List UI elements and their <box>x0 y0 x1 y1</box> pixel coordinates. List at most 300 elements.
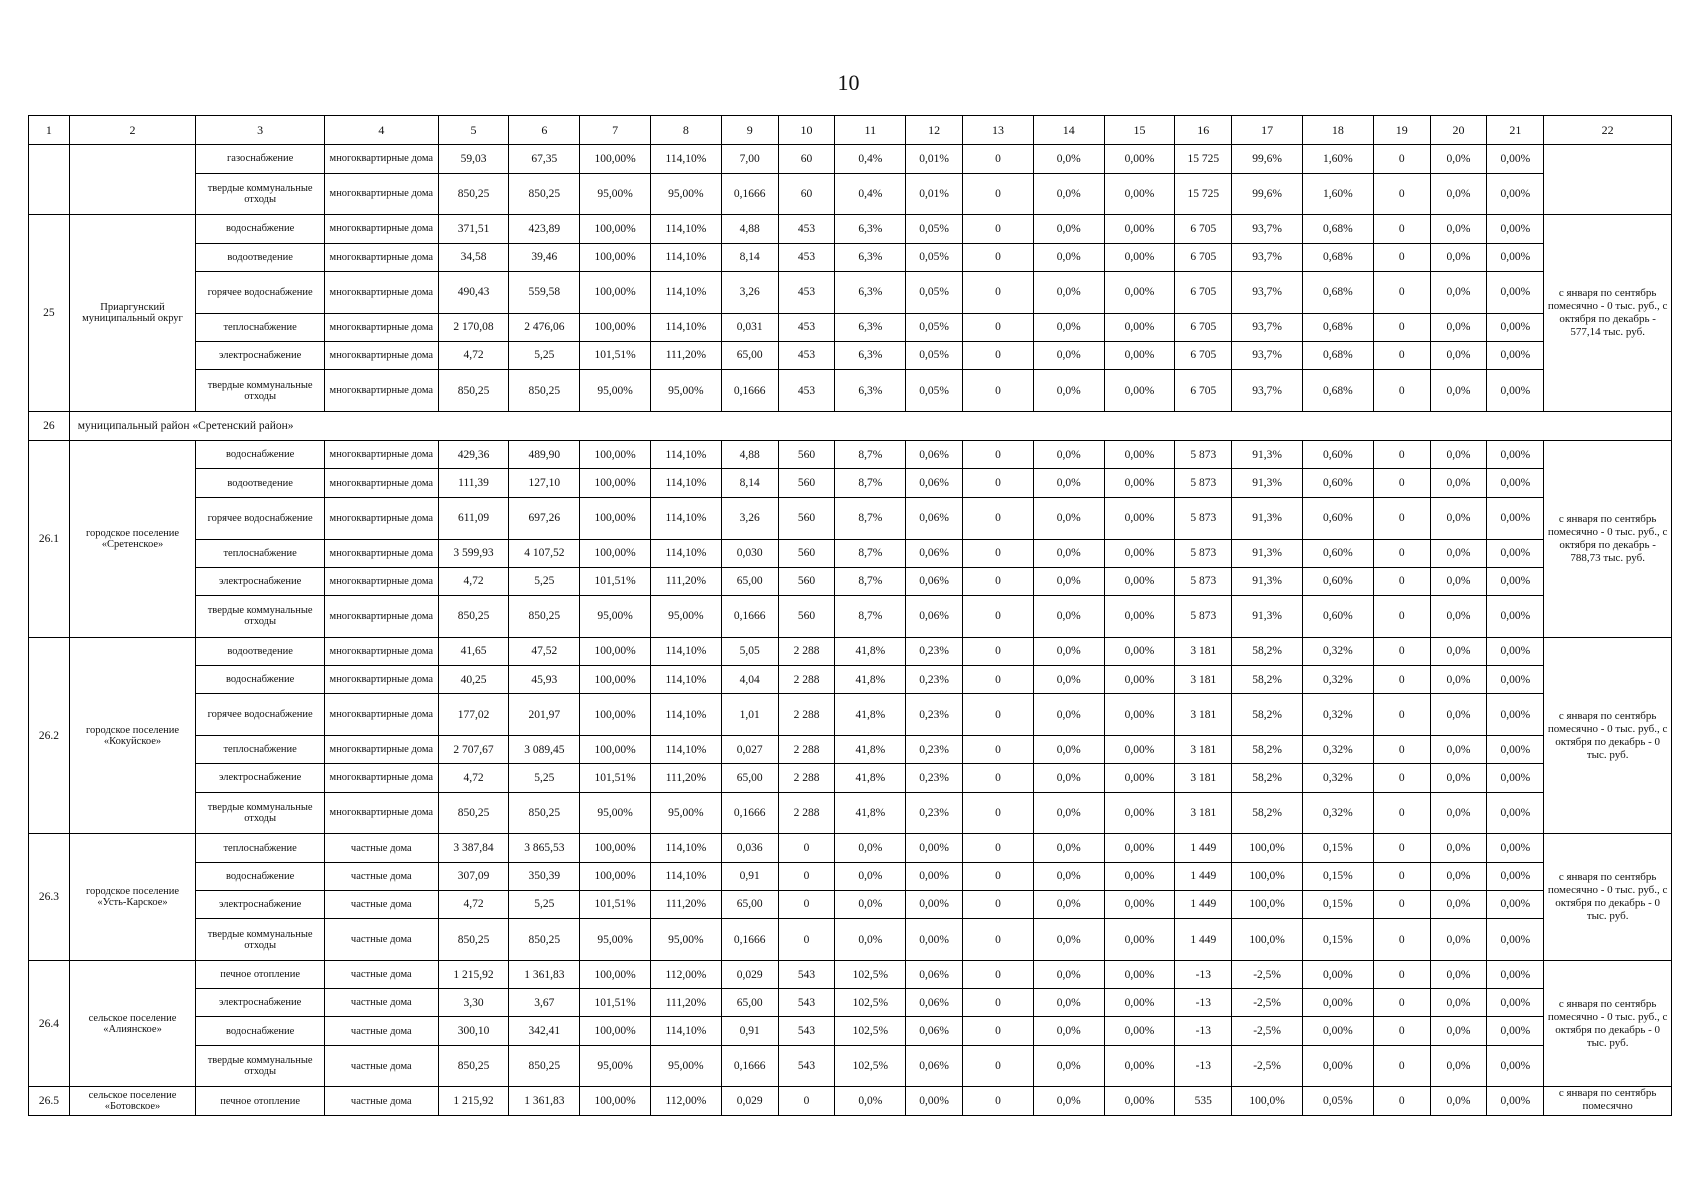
value-cell: 93,7% <box>1232 243 1303 271</box>
value-cell: 114,10% <box>651 215 722 243</box>
value-cell: 95,00% <box>580 919 651 961</box>
value-cell: 0 <box>1373 243 1430 271</box>
value-cell: 0,00% <box>1487 736 1544 764</box>
header-cell: 17 <box>1232 116 1303 145</box>
value-cell: 0,00% <box>906 834 963 862</box>
value-cell: 3 181 <box>1175 764 1232 792</box>
value-cell: 0,60% <box>1303 497 1374 539</box>
value-cell: 0,00% <box>1303 989 1374 1017</box>
housing-type-cell: многоквартирные дома <box>324 341 438 369</box>
value-cell: -2,5% <box>1232 989 1303 1017</box>
value-cell: 0,00% <box>906 890 963 918</box>
value-cell: 0 <box>963 370 1034 412</box>
value-cell: 5 873 <box>1175 539 1232 567</box>
housing-type-cell: многоквартирные дома <box>324 441 438 469</box>
value-cell: 0,0% <box>1430 1045 1487 1087</box>
value-cell: 102,5% <box>835 1045 906 1087</box>
value-cell: 95,00% <box>580 595 651 637</box>
value-cell: 0,91 <box>721 862 778 890</box>
value-cell: 0,0% <box>1033 370 1104 412</box>
value-cell: 114,10% <box>651 243 722 271</box>
value-cell: 0,1666 <box>721 792 778 834</box>
value-cell: 0 <box>1373 370 1430 412</box>
municipality-name: сельское поселение «Ботовское» <box>69 1087 196 1116</box>
value-cell: 6,3% <box>835 341 906 369</box>
row-number: 26.5 <box>29 1087 70 1116</box>
value-cell: 0,0% <box>1033 173 1104 215</box>
housing-type-cell: частные дома <box>324 834 438 862</box>
value-cell: 6,3% <box>835 271 906 313</box>
value-cell: 3 089,45 <box>509 736 580 764</box>
value-cell: 0,00% <box>1104 792 1175 834</box>
value-cell: 0,15% <box>1303 834 1374 862</box>
row-number: 26.3 <box>29 834 70 961</box>
value-cell: 100,00% <box>580 539 651 567</box>
value-cell: 0,00% <box>1303 960 1374 988</box>
header-cell: 2 <box>69 116 196 145</box>
value-cell: 4,04 <box>721 666 778 694</box>
value-cell: 6 705 <box>1175 341 1232 369</box>
value-cell: 114,10% <box>651 469 722 497</box>
value-cell: 5,25 <box>509 341 580 369</box>
value-cell: 0,00% <box>1487 145 1544 173</box>
value-cell: 0 <box>1373 313 1430 341</box>
value-cell: 3,26 <box>721 271 778 313</box>
header-cell: 20 <box>1430 116 1487 145</box>
table-row <box>29 341 1672 369</box>
value-cell: 91,3% <box>1232 539 1303 567</box>
row-number <box>29 145 70 215</box>
value-cell: 4,88 <box>721 441 778 469</box>
value-cell: 114,10% <box>651 666 722 694</box>
value-cell: 102,5% <box>835 960 906 988</box>
value-cell: 0 <box>963 890 1034 918</box>
value-cell: 6 705 <box>1175 243 1232 271</box>
value-cell: 0,00% <box>1104 1087 1175 1116</box>
value-cell: 2 288 <box>778 792 835 834</box>
value-cell: 100,0% <box>1232 919 1303 961</box>
value-cell: 0 <box>963 595 1034 637</box>
table-row <box>29 792 1672 834</box>
value-cell: 0,00% <box>1487 243 1544 271</box>
value-cell: 560 <box>778 469 835 497</box>
value-cell: 371,51 <box>438 215 509 243</box>
service-cell: газоснабжение <box>196 145 325 173</box>
value-cell: 100,00% <box>580 1017 651 1045</box>
value-cell: 0,15% <box>1303 919 1374 961</box>
value-cell: 0,01% <box>906 173 963 215</box>
value-cell: 1 215,92 <box>438 960 509 988</box>
value-cell: 100,0% <box>1232 862 1303 890</box>
value-cell: 0,0% <box>1430 834 1487 862</box>
header-cell: 9 <box>721 116 778 145</box>
housing-type-cell: многоквартирные дома <box>324 539 438 567</box>
value-cell: 0,00% <box>1487 173 1544 215</box>
value-cell: 0 <box>1373 497 1430 539</box>
value-cell: 0,0% <box>1430 243 1487 271</box>
value-cell: 300,10 <box>438 1017 509 1045</box>
service-cell: твердые коммунальные отходы <box>196 595 325 637</box>
value-cell: 47,52 <box>509 637 580 665</box>
value-cell: 0,06% <box>906 595 963 637</box>
value-cell: 0,0% <box>1430 341 1487 369</box>
value-cell: 4,72 <box>438 890 509 918</box>
value-cell: 8,7% <box>835 595 906 637</box>
housing-type-cell: многоквартирные дома <box>324 694 438 736</box>
value-cell: 0,029 <box>721 1087 778 1116</box>
value-cell: 0 <box>963 862 1034 890</box>
value-cell: 0,05% <box>1303 1087 1374 1116</box>
value-cell: 0,0% <box>1033 539 1104 567</box>
service-cell: теплоснабжение <box>196 736 325 764</box>
value-cell: 3 387,84 <box>438 834 509 862</box>
value-cell: 0,00% <box>1487 862 1544 890</box>
header-cell: 18 <box>1303 116 1374 145</box>
housing-type-cell: многоквартирные дома <box>324 792 438 834</box>
value-cell: 114,10% <box>651 145 722 173</box>
value-cell: 850,25 <box>509 919 580 961</box>
value-cell: 0 <box>1373 666 1430 694</box>
table-row <box>29 736 1672 764</box>
value-cell: 0,00% <box>1104 313 1175 341</box>
value-cell: 0 <box>963 567 1034 595</box>
value-cell: 0 <box>963 694 1034 736</box>
value-cell: 0,027 <box>721 736 778 764</box>
value-cell: 0,32% <box>1303 694 1374 736</box>
value-cell: 41,8% <box>835 764 906 792</box>
housing-type-cell: многоквартирные дома <box>324 243 438 271</box>
value-cell: 8,7% <box>835 469 906 497</box>
table-row <box>29 469 1672 497</box>
value-cell: 0,06% <box>906 989 963 1017</box>
value-cell: 3,26 <box>721 497 778 539</box>
table-row <box>29 890 1672 918</box>
service-cell: электроснабжение <box>196 764 325 792</box>
value-cell: 0,60% <box>1303 567 1374 595</box>
value-cell: 177,02 <box>438 694 509 736</box>
value-cell: 1 449 <box>1175 890 1232 918</box>
value-cell: 2 288 <box>778 637 835 665</box>
value-cell: 0,00% <box>1104 834 1175 862</box>
header-cell: 7 <box>580 116 651 145</box>
value-cell: 0,60% <box>1303 539 1374 567</box>
value-cell: 3 865,53 <box>509 834 580 862</box>
page-number: 10 <box>837 70 860 95</box>
value-cell: 114,10% <box>651 1017 722 1045</box>
value-cell: 0,00% <box>1487 989 1544 1017</box>
value-cell: 0 <box>963 271 1034 313</box>
value-cell: -13 <box>1175 960 1232 988</box>
value-cell: 41,65 <box>438 637 509 665</box>
value-cell: 5,25 <box>509 764 580 792</box>
value-cell: 95,00% <box>651 595 722 637</box>
value-cell: 93,7% <box>1232 271 1303 313</box>
value-cell: 0 <box>963 637 1034 665</box>
section-heading-row <box>29 411 1672 440</box>
value-cell: 100,0% <box>1232 834 1303 862</box>
value-cell: 40,25 <box>438 666 509 694</box>
value-cell: 0 <box>963 1087 1034 1116</box>
value-cell: 58,2% <box>1232 736 1303 764</box>
value-cell: 0,0% <box>1033 497 1104 539</box>
value-cell: 8,7% <box>835 497 906 539</box>
value-cell: 0,00% <box>1303 1017 1374 1045</box>
value-cell: 0,0% <box>1430 1087 1487 1116</box>
value-cell: 100,00% <box>580 960 651 988</box>
value-cell: 100,00% <box>580 469 651 497</box>
value-cell: 6 705 <box>1175 271 1232 313</box>
value-cell: 0,00% <box>1487 792 1544 834</box>
housing-type-cell: многоквартирные дома <box>324 313 438 341</box>
housing-type-cell: многоквартирные дома <box>324 215 438 243</box>
value-cell: -13 <box>1175 989 1232 1017</box>
value-cell: 95,00% <box>651 370 722 412</box>
value-cell: 429,36 <box>438 441 509 469</box>
value-cell: 0,0% <box>1033 834 1104 862</box>
value-cell: 0,1666 <box>721 919 778 961</box>
value-cell: 1,60% <box>1303 145 1374 173</box>
value-cell: 99,6% <box>1232 173 1303 215</box>
header-cell: 8 <box>651 116 722 145</box>
value-cell: 0,029 <box>721 960 778 988</box>
value-cell: 0,0% <box>1033 341 1104 369</box>
value-cell: 58,2% <box>1232 694 1303 736</box>
value-cell: 0,00% <box>1104 694 1175 736</box>
service-cell: водоснабжение <box>196 441 325 469</box>
value-cell: 0,23% <box>906 792 963 834</box>
value-cell: 0 <box>963 764 1034 792</box>
value-cell: 1,01 <box>721 694 778 736</box>
value-cell: 560 <box>778 441 835 469</box>
value-cell: 0,00% <box>1104 145 1175 173</box>
value-cell: 0,00% <box>1104 1045 1175 1087</box>
value-cell: 0,0% <box>1033 637 1104 665</box>
value-cell: 0 <box>963 736 1034 764</box>
value-cell: 0,23% <box>906 694 963 736</box>
value-cell: 0,0% <box>1033 1017 1104 1045</box>
value-cell: 0,32% <box>1303 764 1374 792</box>
table-row <box>29 862 1672 890</box>
value-cell: 0,32% <box>1303 666 1374 694</box>
value-cell: 3 181 <box>1175 694 1232 736</box>
value-cell: 0 <box>1373 919 1430 961</box>
value-cell: 114,10% <box>651 313 722 341</box>
value-cell: 0 <box>963 834 1034 862</box>
value-cell: 0 <box>963 666 1034 694</box>
value-cell: 850,25 <box>438 1045 509 1087</box>
value-cell: 453 <box>778 243 835 271</box>
value-cell: 0 <box>1373 145 1430 173</box>
value-cell: 0,00% <box>1487 595 1544 637</box>
service-cell: теплоснабжение <box>196 834 325 862</box>
value-cell: 0,0% <box>1033 469 1104 497</box>
value-cell: 0,0% <box>1033 666 1104 694</box>
header-row <box>29 116 1672 145</box>
table-row <box>29 1045 1672 1087</box>
service-cell: твердые коммунальные отходы <box>196 919 325 961</box>
value-cell: 0,036 <box>721 834 778 862</box>
housing-type-cell: частные дома <box>324 989 438 1017</box>
value-cell: 100,00% <box>580 862 651 890</box>
row-number: 26.4 <box>29 960 70 1087</box>
value-cell: 6,3% <box>835 313 906 341</box>
value-cell: 0 <box>963 539 1034 567</box>
value-cell: 0,00% <box>1104 539 1175 567</box>
value-cell: 0,00% <box>1487 441 1544 469</box>
value-cell: 0,0% <box>1430 666 1487 694</box>
value-cell: 93,7% <box>1232 215 1303 243</box>
value-cell: 91,3% <box>1232 595 1303 637</box>
service-cell: водоотведение <box>196 243 325 271</box>
value-cell: 850,25 <box>509 370 580 412</box>
value-cell: 0 <box>963 1045 1034 1087</box>
value-cell: 0,05% <box>906 370 963 412</box>
value-cell: 0,0% <box>1430 313 1487 341</box>
value-cell: 0,23% <box>906 736 963 764</box>
value-cell: 5,25 <box>509 890 580 918</box>
value-cell: 453 <box>778 215 835 243</box>
value-cell: 0,0% <box>1430 637 1487 665</box>
payment-note: с января по сентябрь помесячно - 0 тыс. руб., с октября по декабрь - 788,73 тыс. руб. <box>1544 441 1672 638</box>
value-cell: 0,00% <box>1487 764 1544 792</box>
header-cell: 4 <box>324 116 438 145</box>
value-cell: 91,3% <box>1232 469 1303 497</box>
value-cell: 5 873 <box>1175 469 1232 497</box>
value-cell: 0 <box>963 145 1034 173</box>
value-cell: 0,0% <box>835 890 906 918</box>
housing-type-cell: частные дома <box>324 1017 438 1045</box>
value-cell: 0 <box>963 792 1034 834</box>
service-cell: водоснабжение <box>196 862 325 890</box>
value-cell: 0 <box>1373 1017 1430 1045</box>
value-cell: 543 <box>778 1045 835 1087</box>
value-cell: 0 <box>1373 271 1430 313</box>
value-cell: 611,09 <box>438 497 509 539</box>
value-cell: 8,7% <box>835 567 906 595</box>
value-cell: 41,8% <box>835 637 906 665</box>
value-cell: 2 707,67 <box>438 736 509 764</box>
value-cell: 114,10% <box>651 694 722 736</box>
value-cell: 0,0% <box>1033 919 1104 961</box>
service-cell: водоснабжение <box>196 666 325 694</box>
value-cell: 95,00% <box>651 173 722 215</box>
service-cell: горячее водоснабжение <box>196 694 325 736</box>
housing-type-cell: многоквартирные дома <box>324 567 438 595</box>
value-cell: 0,00% <box>1487 919 1544 961</box>
value-cell: 0,0% <box>1430 469 1487 497</box>
housing-type-cell: многоквартирные дома <box>324 764 438 792</box>
housing-type-cell: частные дома <box>324 890 438 918</box>
value-cell: 0,00% <box>1487 666 1544 694</box>
value-cell: 489,90 <box>509 441 580 469</box>
housing-type-cell: частные дома <box>324 862 438 890</box>
value-cell: 0,0% <box>1430 792 1487 834</box>
table-row <box>29 595 1672 637</box>
value-cell: 0,23% <box>906 666 963 694</box>
value-cell: 0,00% <box>1487 215 1544 243</box>
value-cell: 0,0% <box>1033 736 1104 764</box>
housing-type-cell: многоквартирные дома <box>324 370 438 412</box>
value-cell: 0,0% <box>835 834 906 862</box>
value-cell: 6,3% <box>835 243 906 271</box>
table-row <box>29 834 1672 862</box>
value-cell: 0 <box>1373 694 1430 736</box>
value-cell: 100,00% <box>580 271 651 313</box>
value-cell: 0,0% <box>1033 792 1104 834</box>
value-cell: 5 873 <box>1175 441 1232 469</box>
value-cell: 100,00% <box>580 736 651 764</box>
value-cell: 0,32% <box>1303 736 1374 764</box>
value-cell: 0,00% <box>1104 595 1175 637</box>
value-cell: 0,06% <box>906 497 963 539</box>
value-cell: 112,00% <box>651 960 722 988</box>
value-cell: 114,10% <box>651 539 722 567</box>
value-cell: 560 <box>778 497 835 539</box>
value-cell: 0,00% <box>1104 960 1175 988</box>
table-row <box>29 989 1672 1017</box>
value-cell: 0 <box>1373 764 1430 792</box>
value-cell: 2 170,08 <box>438 313 509 341</box>
value-cell: 0,00% <box>1487 694 1544 736</box>
value-cell: 0,00% <box>1104 173 1175 215</box>
value-cell: 95,00% <box>651 1045 722 1087</box>
value-cell: 350,39 <box>509 862 580 890</box>
service-cell: водоотведение <box>196 469 325 497</box>
value-cell: 0,00% <box>1104 243 1175 271</box>
value-cell: 0 <box>1373 1087 1430 1116</box>
value-cell: 0,0% <box>1430 1017 1487 1045</box>
value-cell: 0,00% <box>1104 919 1175 961</box>
value-cell: 0,05% <box>906 243 963 271</box>
value-cell: 100,00% <box>580 145 651 173</box>
housing-type-cell: многоквартирные дома <box>324 666 438 694</box>
value-cell: 0,0% <box>1033 243 1104 271</box>
value-cell: 0,00% <box>1487 890 1544 918</box>
housing-type-cell: многоквартирные дома <box>324 497 438 539</box>
value-cell: 100,0% <box>1232 1087 1303 1116</box>
value-cell: 0,1666 <box>721 370 778 412</box>
housing-type-cell: частные дома <box>324 1045 438 1087</box>
value-cell: 0,60% <box>1303 441 1374 469</box>
value-cell: 100,00% <box>580 243 651 271</box>
value-cell: 0,06% <box>906 1045 963 1087</box>
value-cell: 0,0% <box>1430 862 1487 890</box>
value-cell: 453 <box>778 341 835 369</box>
value-cell: 0,00% <box>1487 370 1544 412</box>
value-cell: 111,20% <box>651 890 722 918</box>
value-cell: 0,0% <box>1430 441 1487 469</box>
value-cell: 58,2% <box>1232 764 1303 792</box>
value-cell: 111,20% <box>651 341 722 369</box>
payment-note: с января по сентябрь помесячно - 0 тыс. руб., с октября по декабрь - 0 тыс. руб. <box>1544 637 1672 834</box>
value-cell: 0,031 <box>721 313 778 341</box>
table-row <box>29 215 1672 243</box>
value-cell: 4,88 <box>721 215 778 243</box>
value-cell: 0,15% <box>1303 862 1374 890</box>
value-cell: 0 <box>1373 989 1430 1017</box>
service-cell: электроснабжение <box>196 341 325 369</box>
value-cell: 100,00% <box>580 694 651 736</box>
value-cell: 65,00 <box>721 567 778 595</box>
value-cell: 4 107,52 <box>509 539 580 567</box>
value-cell: 114,10% <box>651 862 722 890</box>
value-cell: 5,25 <box>509 567 580 595</box>
value-cell: 0,00% <box>1104 1017 1175 1045</box>
value-cell: 8,7% <box>835 539 906 567</box>
value-cell: 0,00% <box>1104 764 1175 792</box>
service-cell: электроснабжение <box>196 567 325 595</box>
value-cell: 423,89 <box>509 215 580 243</box>
